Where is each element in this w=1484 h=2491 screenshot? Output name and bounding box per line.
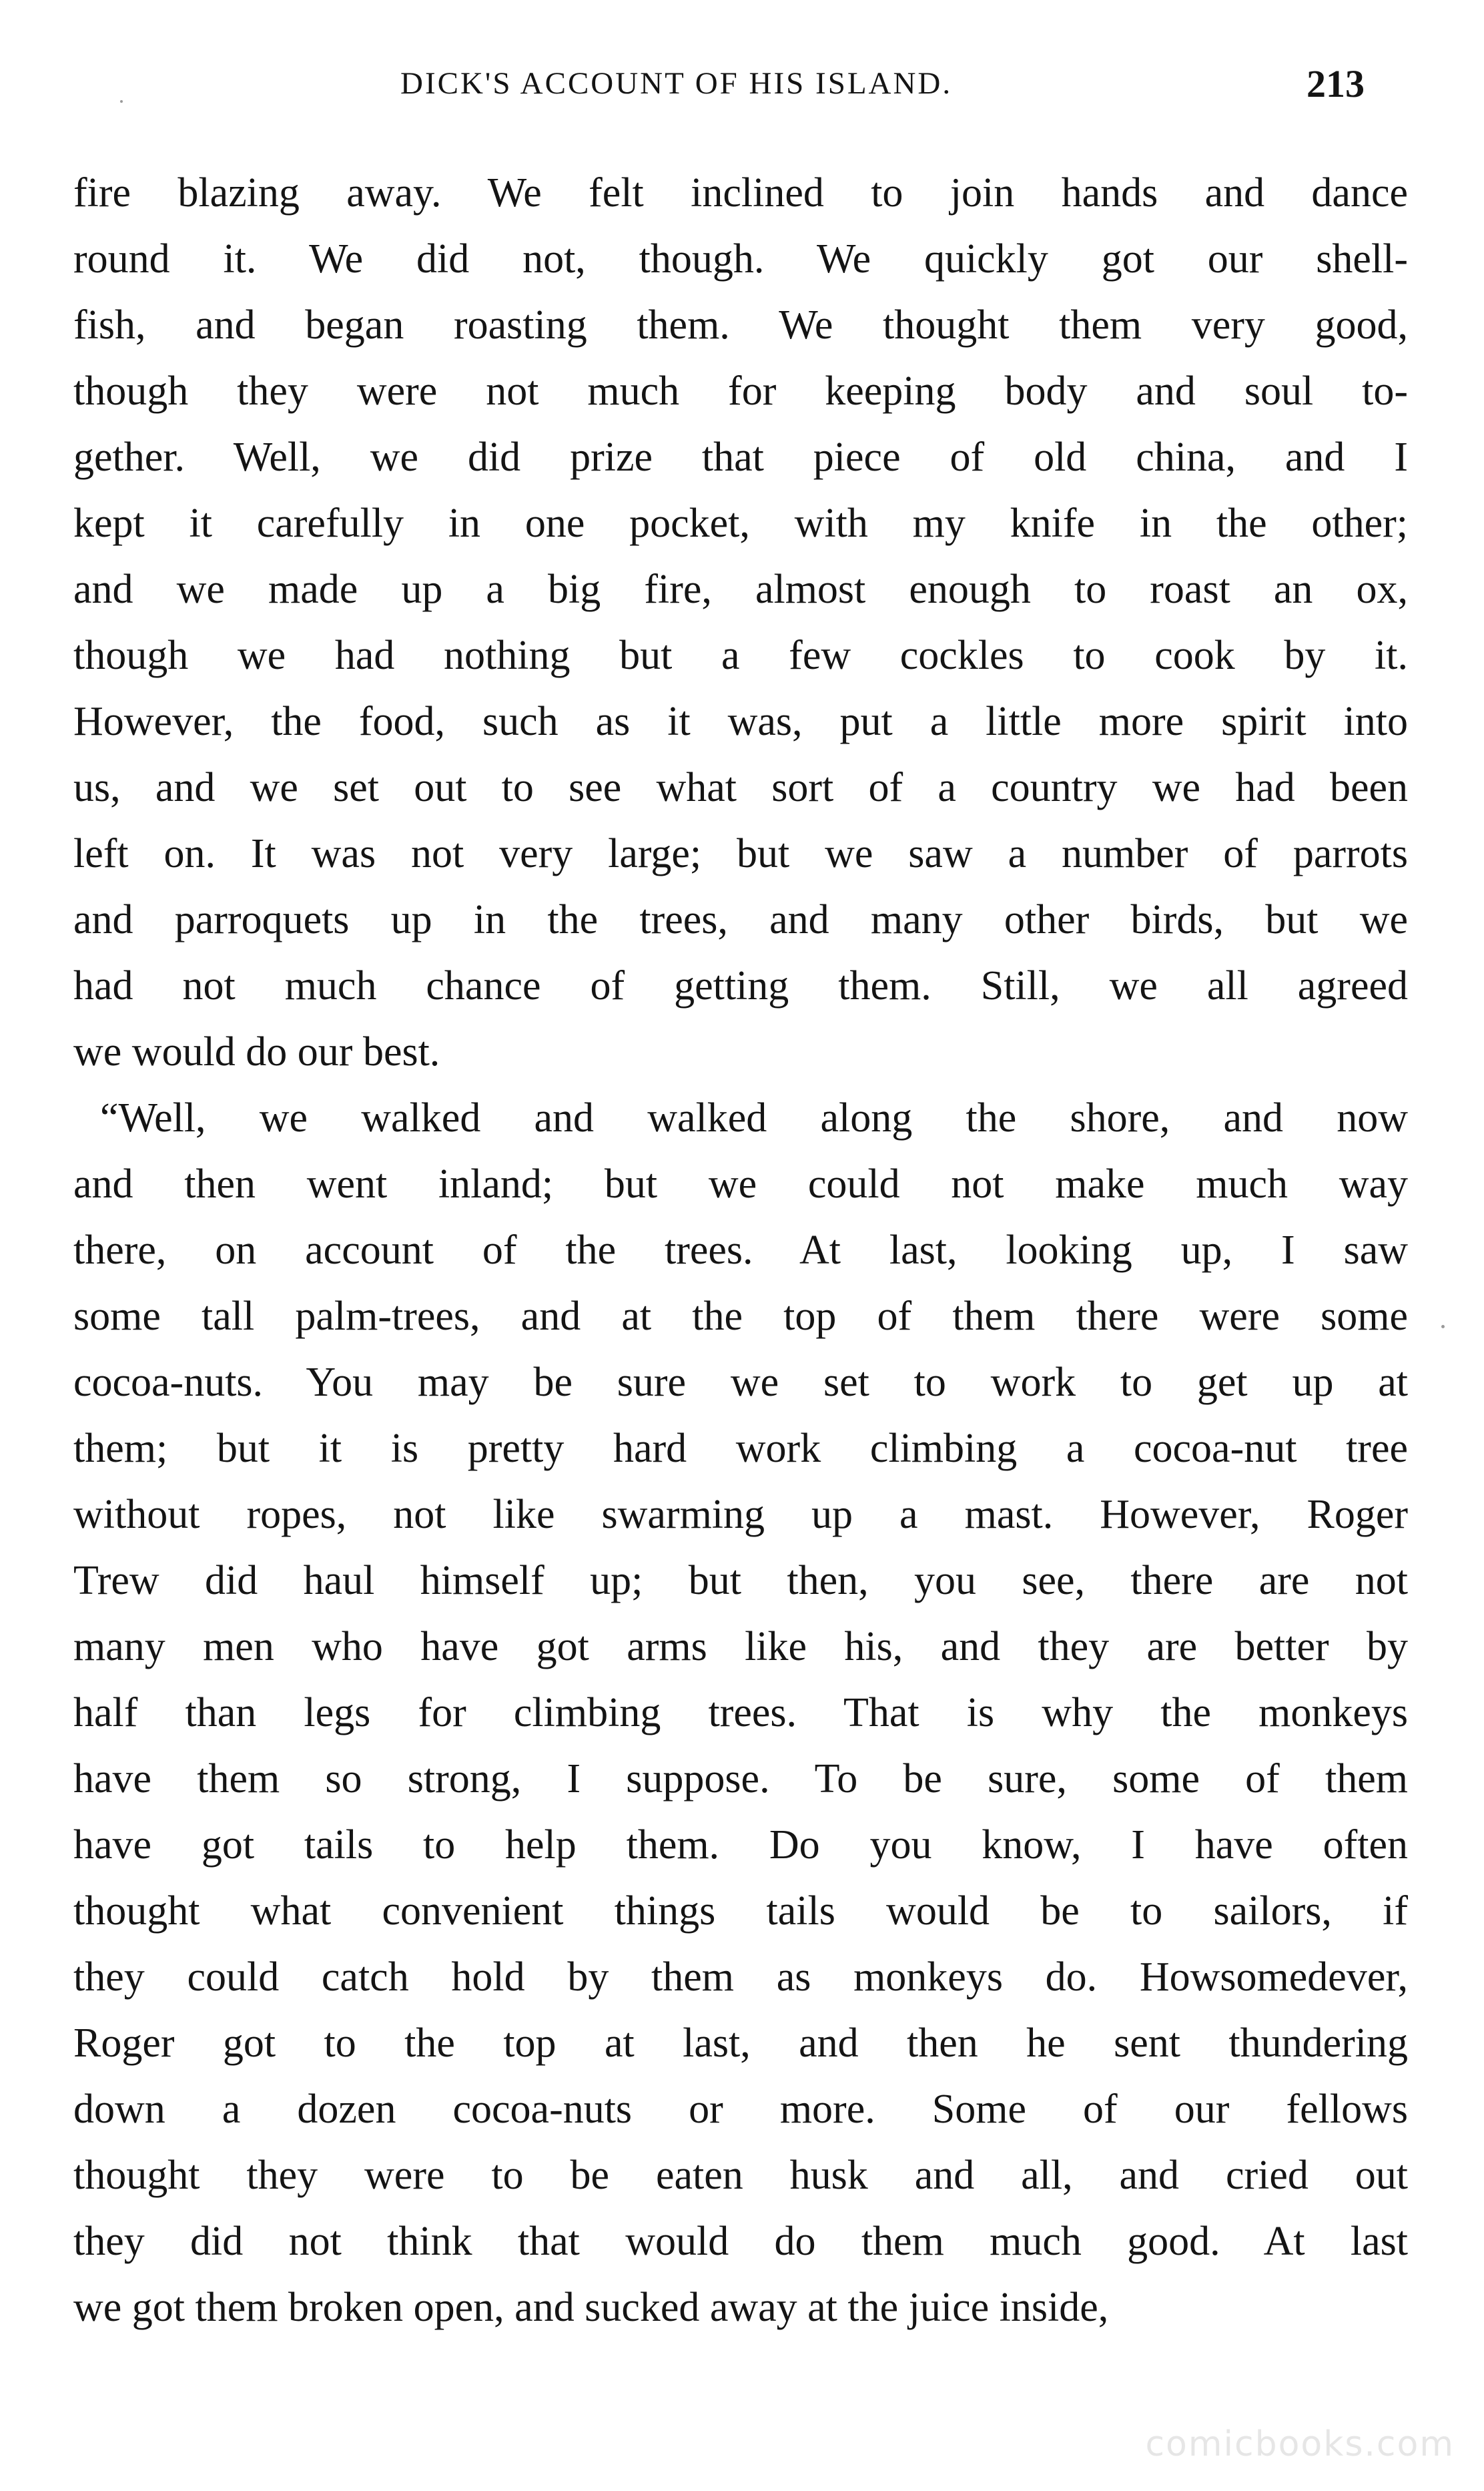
text-line: kept it carefully in one pocket, with my knife in the other; bbox=[73, 501, 1408, 546]
running-head bbox=[0, 61, 1484, 115]
text-line: some tall palm-trees, and at the top of them there were some bbox=[73, 1294, 1408, 1339]
paper-speck bbox=[120, 100, 123, 103]
body-text bbox=[73, 160, 1408, 2341]
text-line: half than legs for climbing trees. That is why the monkeys bbox=[73, 1690, 1408, 1735]
text-line: though we had nothing but a few cockles to cook by it. bbox=[73, 633, 1408, 678]
text-line: we got them broken open, and sucked away at the juice inside, bbox=[73, 2285, 1109, 2330]
text-line: Roger got to the top at last, and then he sent thundering bbox=[73, 2020, 1408, 2066]
text-line: However, the food, such as it was, put a little more spirit into bbox=[73, 699, 1408, 744]
text-line: and we made up a big fire, almost enough to roast an ox, bbox=[73, 567, 1408, 612]
text-line: had not much chance of getting them. Still, we all agreed bbox=[73, 963, 1408, 1009]
text-line: them; but it is pretty hard work climbing a cocoa-nut tree bbox=[73, 1426, 1408, 1471]
text-line: they did not think that would do them much good. At last bbox=[73, 2219, 1408, 2264]
text-line: left on. It was not very large; but we saw a number of parrots bbox=[73, 831, 1408, 876]
text-line: us, and we set out to see what sort of a country we had been bbox=[73, 765, 1408, 810]
text-line: though they were not much for keeping body and soul to- bbox=[73, 368, 1408, 414]
text-line: we would do our best. bbox=[73, 1029, 440, 1075]
text-line: “Well, we walked and walked along the shore, and now bbox=[100, 1095, 1408, 1141]
text-line: and then went inland; but we could not make much way bbox=[73, 1161, 1408, 1207]
page-number: 213 bbox=[1307, 62, 1365, 105]
text-line: have got tails to help them. Do you know, I have often bbox=[73, 1822, 1408, 1868]
running-title: DICK'S ACCOUNT OF HIS ISLAND. bbox=[400, 66, 953, 101]
text-line: thought they were to be eaten husk and all, and cried out bbox=[73, 2153, 1408, 2198]
text-line: gether. Well, we did prize that piece of old china, and I bbox=[73, 435, 1408, 480]
paper-speck bbox=[1441, 1325, 1445, 1328]
text-line: down a dozen cocoa-nuts or more. Some of our fellows bbox=[73, 2087, 1408, 2132]
text-line: thought what convenient things tails would be to sailors, if bbox=[73, 1888, 1408, 1934]
text-line: have them so strong, I suppose. To be sure, some of them bbox=[73, 1756, 1408, 1802]
watermark: comicbooks.com bbox=[1145, 2424, 1455, 2464]
text-line: Trew did haul himself up; but then, you see, there are not bbox=[73, 1558, 1408, 1603]
text-line: fish, and began roasting them. We thought them very good, bbox=[73, 302, 1408, 348]
text-line: fire blazing away. We felt inclined to join hands and dance bbox=[73, 170, 1408, 216]
text-line: and parroquets up in the trees, and many other birds, but we bbox=[73, 897, 1408, 942]
text-line: many men who have got arms like his, and they are better by bbox=[73, 1624, 1408, 1669]
paragraph bbox=[73, 1085, 1408, 2341]
text-line: they could catch hold by them as monkeys do. Howsomedever, bbox=[73, 1954, 1408, 2000]
paragraph bbox=[73, 160, 1408, 1085]
text-line: there, on account of the trees. At last, looking up, I saw bbox=[73, 1227, 1408, 1273]
text-line: round it. We did not, though. We quickly got our shell- bbox=[73, 236, 1408, 282]
text-line: cocoa-nuts. You may be sure we set to work to get up at bbox=[73, 1360, 1408, 1405]
text-line: without ropes, not like swarming up a mast. However, Roger bbox=[73, 1492, 1408, 1537]
